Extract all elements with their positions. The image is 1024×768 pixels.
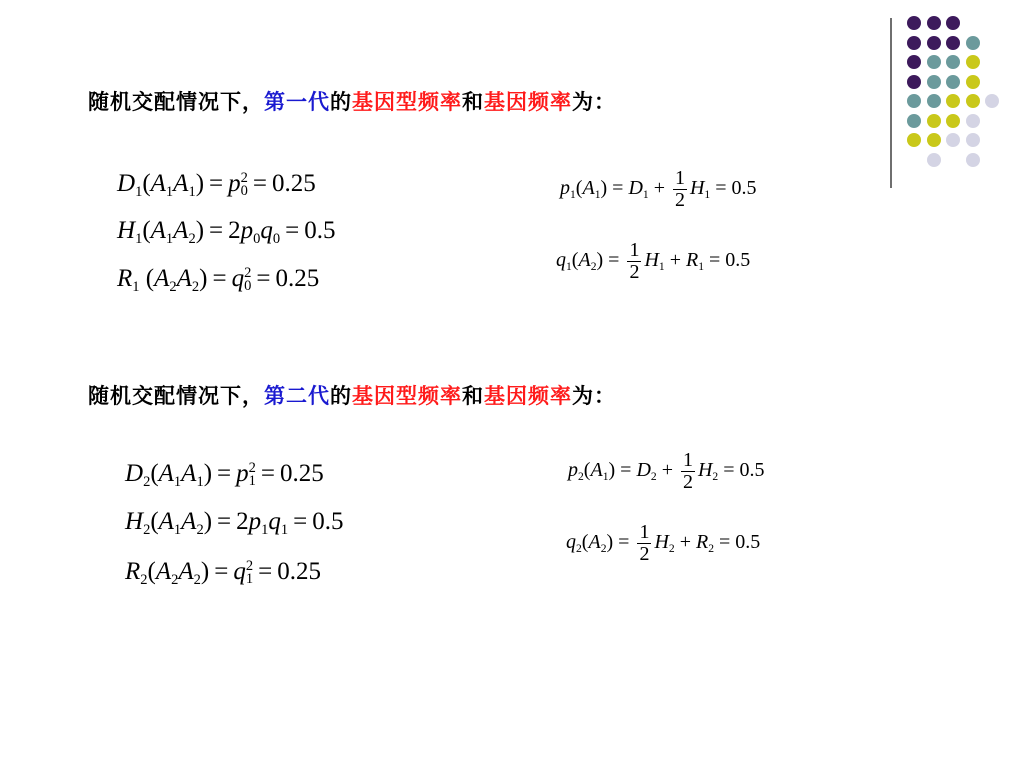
heading-de: 的: [330, 89, 352, 114]
decorative-dot: [927, 94, 941, 108]
decorative-dot: [927, 153, 941, 167]
decorative-dot: [966, 153, 980, 167]
decorative-dot: [946, 114, 960, 128]
equation-q2: $q_2(A_2)$ = $\frac{1}{2}$ $H_2 + R_2 = 0.5$: [566, 521, 761, 565]
section2-heading: [88, 380, 616, 410]
decorative-dot: [966, 133, 980, 147]
decorative-dot: [985, 94, 999, 108]
decorative-dot: [946, 36, 960, 50]
decorative-dot: [966, 94, 980, 108]
equation-p2: $p_2(A_1) = D_2$ + $\frac{1}{2}$ $H_2 = 0.5$: [568, 449, 765, 493]
decorative-dot: [946, 94, 960, 108]
heading-gene-frequency: 基因频率: [484, 383, 572, 408]
heading-genotype-frequency: 基因型频率: [352, 89, 462, 114]
decorative-dot: [927, 133, 941, 147]
decorative-dot: [907, 114, 921, 128]
heading-suffix: 为：: [572, 89, 616, 114]
decorative-dot: [966, 55, 980, 69]
decorative-dot: [927, 75, 941, 89]
decorative-dot: [946, 75, 960, 89]
decorative-dot: [946, 133, 960, 147]
equation-H2: $H_2(A_1A_2) = 2p_1q_1 = 0.5$: [125, 508, 344, 539]
heading-prefix: 随机交配情况下，: [88, 383, 264, 408]
heading-gene-frequency: 基因频率: [484, 89, 572, 114]
equation-H1: $H_1(A_1A_2) = 2p_0q_0 = 0.5$: [117, 217, 336, 248]
heading-suffix: 为：: [572, 383, 616, 408]
decorative-dot: [966, 75, 980, 89]
equation-D2: $D_2(A_1A_1) = p$ 2 1 = 0.25: [125, 460, 324, 491]
heading-genotype-frequency: 基因型频率: [352, 383, 462, 408]
heading-he: 和: [462, 383, 484, 408]
decorative-dot: [907, 16, 921, 30]
decorative-dot: [966, 36, 980, 50]
decorative-dot: [907, 75, 921, 89]
heading-generation: 第二代: [264, 383, 330, 408]
decorative-dot: [907, 36, 921, 50]
equation-D1: $D_1(A_1A_1) = p$ 2 0 = 0.25: [117, 170, 316, 201]
heading-generation: 第一代: [264, 89, 330, 114]
decorative-dot: [927, 36, 941, 50]
section1-heading: [88, 86, 616, 116]
decorative-dot: [907, 133, 921, 147]
equation-R2: $R_2(A_2A_2) = q$ 2 1 = 0.25: [125, 558, 321, 589]
equation-q1: $q_1(A_2)$ = $\frac{1}{2}$ $H_1 + R_1 = 0.5$: [556, 239, 751, 283]
heading-prefix: 随机交配情况下，: [88, 89, 264, 114]
equation-R1: $R_1$ $(A_2A_2) = q$ 2 0 = 0.25: [117, 265, 320, 296]
divider-line: [890, 18, 892, 188]
decorative-dot: [907, 55, 921, 69]
decorative-dot: [927, 114, 941, 128]
decorative-dot: [927, 16, 941, 30]
decorative-dot: [946, 16, 960, 30]
heading-he: 和: [462, 89, 484, 114]
decorative-dot: [966, 114, 980, 128]
decorative-dot: [927, 55, 941, 69]
heading-de: 的: [330, 383, 352, 408]
decorative-dot: [907, 94, 921, 108]
decorative-dot: [946, 55, 960, 69]
equation-p1: $p_1(A_1) = D_1$ + $\frac{1}{2}$ $H_1 = 0.5$: [560, 167, 757, 211]
